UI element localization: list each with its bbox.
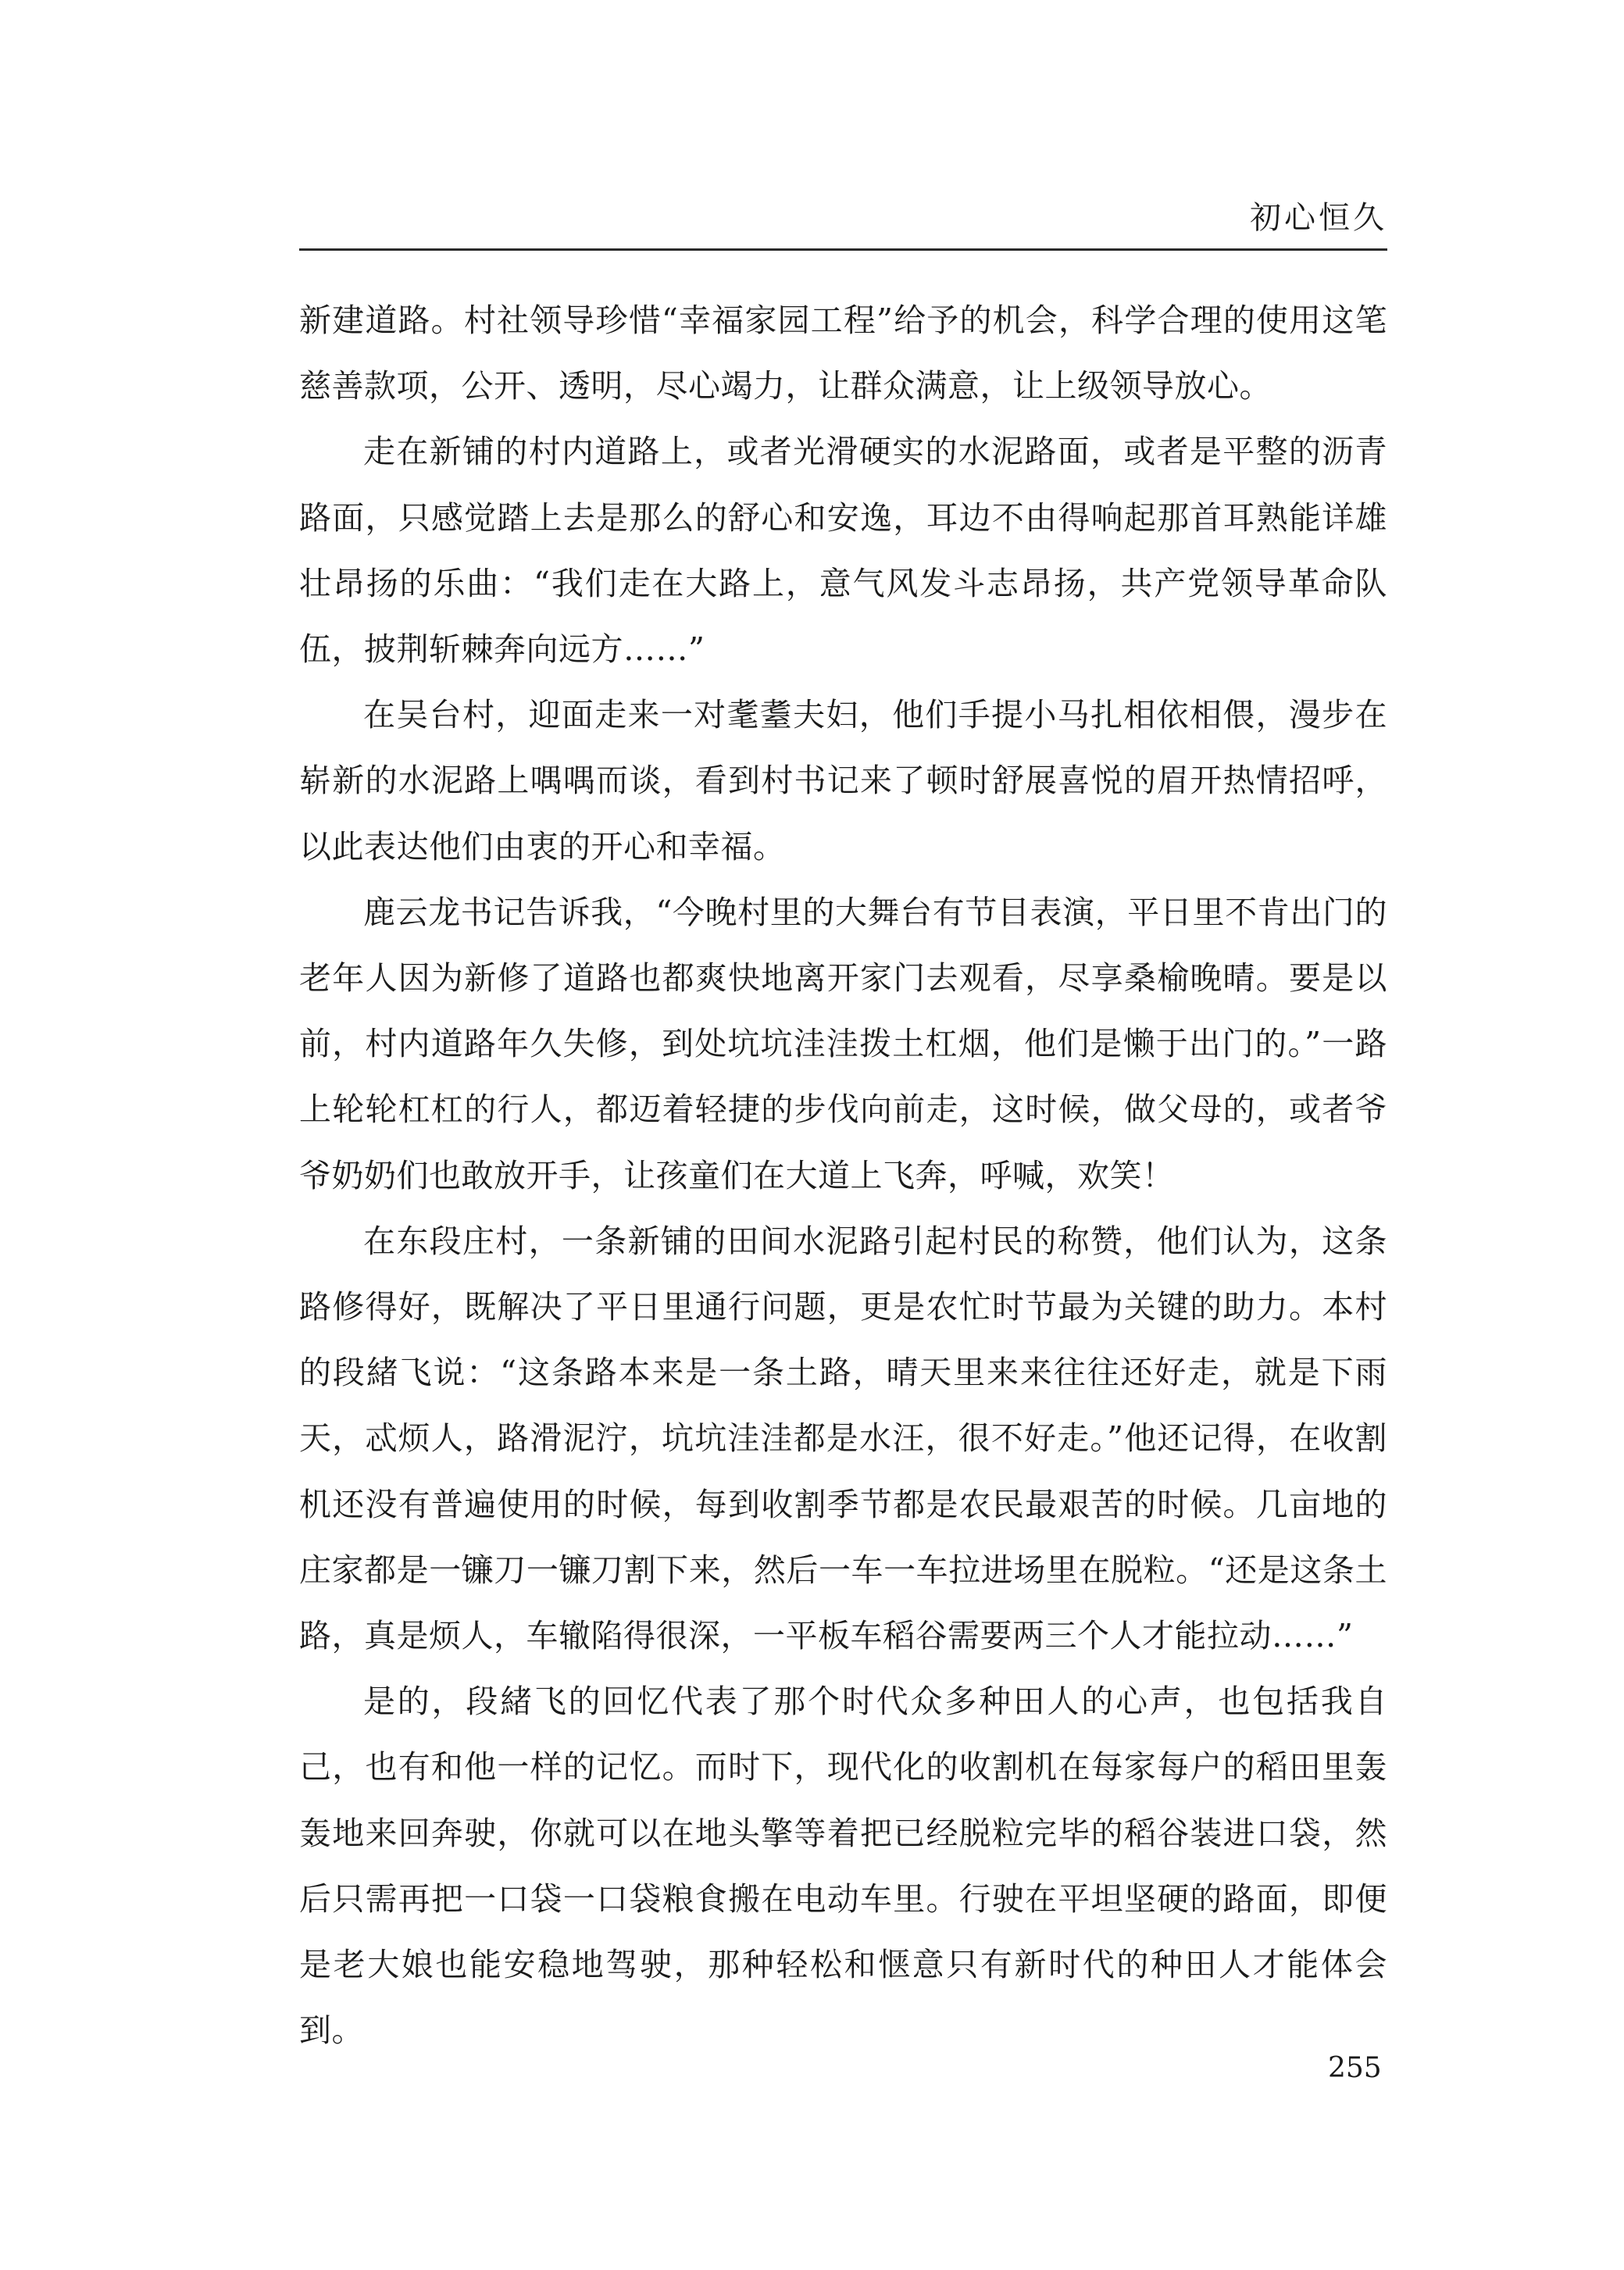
page-number: 255 — [1328, 2052, 1382, 2084]
paragraph: 在吴台村，迎面走来一对耄耋夫妇，他们手提小马扎相依相偎，漫步在崭新的水泥路上喁喁而谈，看到村书记来了顿时舒展喜悦的眉开热情招呼，以此表达他们由衷的开心和幸福。 — [299, 696, 1387, 866]
running-title: 初心恒久 — [1250, 200, 1387, 236]
paragraph-continued: 新建道路。村社领导珍惜“幸福家园工程”给予的机会，科学合理的使用这笔慈善款项，公开、透明，尽心竭力，让群众满意，让上级领导放心。 — [299, 302, 1387, 405]
paragraph: 鹿云龙书记告诉我，“今晚村里的大舞台有节目表演，平日里不肯出门的老年人因为新修了道路也都爽快地离开家门去观看，尽享桑榆晚晴。要是以前，村内道路年久失修，到处坑坑洼洼拨土杠烟，他们是懒于出门的。”一路上轮轮杠杠的行人，都迈着轻捷的步伐向前走，这时候，做父母的，或者爷爷奶奶们也敢放开手，让孩童们在大道上飞奔，呼喊，欢笑！ — [299, 893, 1387, 1194]
body-text — [299, 287, 1387, 2063]
paragraph: 在东段庄村，一条新铺的田间水泥路引起村民的称赞，他们认为，这条路修得好，既解决了平日里通行问题，更是农忙时节最为关键的助力。本村的段緒飞说：“这条路本来是一条土路，晴天里来来往往还好走，就是下雨天，忒烦人，路滑泥泞，坑坑洼洼都是水汪，很不好走。”他还记得，在收割机还没有普遍使用的时候，每到收割季节都是农民最艰苦的时候。几亩地的庄家都是一镰刀一镰刀割下来，然后一车一车拉进场里在脱粒。“还是这条土路，真是烦人，车辙陷得很深，一平板车稻谷需要两三个人才能拉动……” — [299, 1222, 1387, 1655]
paragraph: 走在新铺的村内道路上，或者光滑硬实的水泥路面，或者是平整的沥青路面，只感觉踏上去是那么的舒心和安逸，耳边不由得响起那首耳熟能详雄壮昂扬的乐曲：“我们走在大路上，意气风发斗志昂扬，共产党领导革命队伍，披荆斩棘奔向远方……” — [299, 433, 1387, 669]
running-header — [299, 194, 1387, 251]
paragraph: 是的，段緒飞的回忆代表了那个时代众多种田人的心声，也包括我自己，也有和他一样的记忆。而时下，现代化的收割机在每家每户的稻田里轰轰地来回奔驶，你就可以在地头擎等着把已经脱粒完毕的稻谷装进口袋，然后只需再把一口袋一口袋粮食搬在电动车里。行驶在平坦坚硬的路面，即便是老大娘也能安稳地驾驶，那种轻松和惬意只有新时代的种田人才能体会到。 — [299, 1683, 1387, 2050]
